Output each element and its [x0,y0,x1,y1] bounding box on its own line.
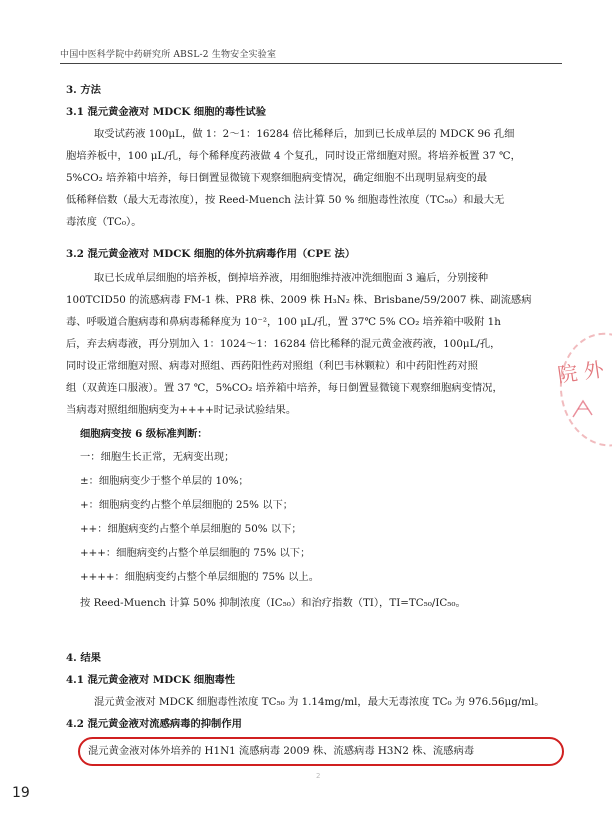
grade-item: 一：细胞生长正常，无病变出现； [80,451,235,463]
footer-mark: 2 [316,772,321,780]
paragraph-line: 取受试药液 100μL，做 1：2～1：16284 倍比稀释后，加到已长成单层的 MDCK 96 孔细 [94,128,515,140]
paragraph-line: 胞培养板中，100 μL/孔，每个稀释度药液做 4 个复孔，同时设正常细胞对照。将培养板置 37 ℃， [66,150,521,162]
paragraph-line: 当病毒对照组细胞病变为++++时记录试验结果。 [66,404,297,416]
paragraph-line: 5%CO₂ 培养箱中培养，每日倒置显微镜下观察细胞病变情况，确定细胞不出现明显病变的最 [66,172,488,184]
grade-item: ++++：细胞病变约占整个单层细胞的 75% 以上。 [80,571,319,583]
section-4-2-title: 4.2 混元黄金液对流感病毒的抑制作用 [66,718,242,730]
grade-item: ±：细胞病变少于整个单层的 10%； [80,475,249,487]
grade-item: ++：细胞病变约占整个单层细胞的 50% 以下； [80,523,302,535]
paragraph-line: 100TCID50 的流感病毒 FM-1 株、PR8 株、2009 株 H₃N₂ 株、Brisbane/59/2007 株、副流感病 [66,294,532,306]
paragraph-line: 毒浓度（TC₀）。 [66,216,142,228]
header-divider [60,63,562,64]
section-4-1-title: 4.1 混元黄金液对 MDCK 细胞毒性 [66,674,236,686]
paragraph-line: 同时设正常细胞对照、病毒对照组、西药阳性药对照组（利巴韦林颗粒）和中药阳性药对照 [66,360,478,372]
paragraph-line: 毒、呼吸道合胞病毒和鼻病毒稀释度为 10⁻²，100 μL/孔，置 37℃ 5% CO₂ 培养箱中吸附 1h [66,316,501,328]
seal-text: 院 外 [555,357,606,388]
grade-item: +++：细胞病变约占整个单层细胞的 75% 以下； [80,547,311,559]
section-4-1-text: 混元黄金液对 MDCK 细胞毒性浓度 TC₅₀ 为 1.14mg/ml，最大无毒浓度 TC₀ 为 976.56μg/ml。 [94,696,545,708]
grade-item: +：细胞病变约占整个单层细胞的 25% 以下； [80,499,294,511]
seal-mark-icon [570,395,596,421]
paragraph-line: 低稀释倍数（最大无毒浓度），按 Reed-Muench 法计算 50 % 细胞毒性浓度（TC₅₀）和最大无 [66,194,505,206]
section-4-2-text: 混元黄金液对体外培养的 H1N1 流感病毒 2009 株、流感病毒 H3N2 株、流感病毒 [88,745,475,757]
page-header: 中国中医科学院中药研究所 ABSL-2 生物安全实验室 [60,50,277,60]
section-3-title: 3. 方法 [66,84,101,96]
section-3-1-title: 3.1 混元黄金液对 MDCK 细胞的毒性试验 [66,106,266,118]
paragraph-line: 组（双黄连口服液）。置 37 ℃，5%CO₂ 培养箱中培养，每日倒置显微镜下观察细胞病变情况， [66,382,503,394]
grade-criteria-title: 细胞病变按 6 级标准判断： [80,428,208,440]
seal-ring [553,327,612,453]
section-4-title: 4. 结果 [66,652,101,664]
ic50-formula-line: 按 Reed-Muench 计算 50% 抑制浓度（IC₅₀）和治疗指数（TI），TI=TC₅₀/IC₅₀。 [80,597,466,609]
section-3-2-title: 3.2 混元黄金液对 MDCK 细胞的体外抗病毒作用（CPE 法） [66,248,356,260]
highlight-oval [78,737,564,766]
page-number: 19 [12,785,30,801]
paragraph-line: 取已长成单层细胞的培养板，倒掉培养液，用细胞维持液冲洗细胞面 3 遍后，分别接种 [94,272,489,284]
paragraph-line: 后，弃去病毒液，再分别加入 1：1024～1：16284 倍比稀释的混元黄金液药液，100μL/孔， [66,338,501,350]
